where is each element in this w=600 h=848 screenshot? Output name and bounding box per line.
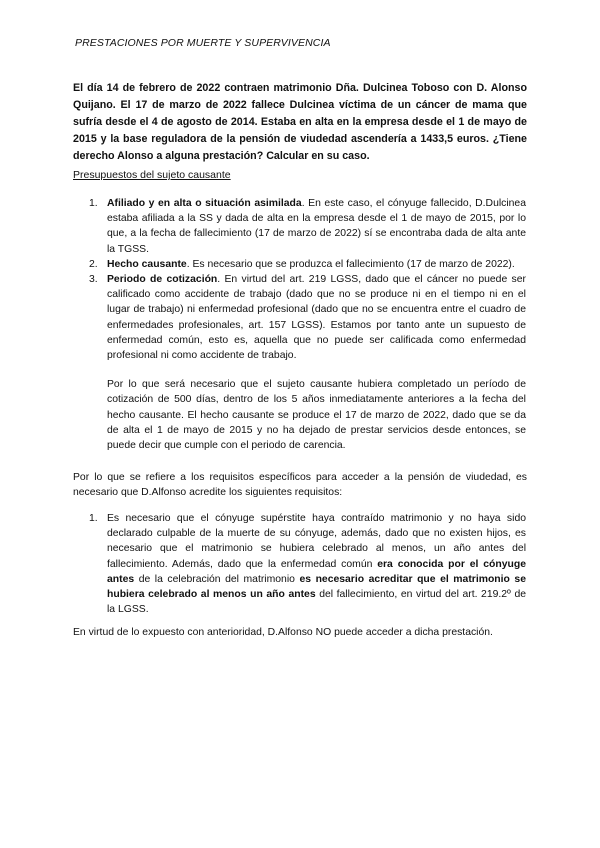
item-text: . En virtud del art. 219 LGSS, dado que el cáncer no puede ser calificado como accidente de trabajo (dado que no se produce ni en el tiempo ni en el lugar de trabajo) ni enfermedad profesional (dado que no se encuentra entre el cuadro de enfermedades profesionales, art. 157 LGSS). Estamos por tanto ante un supuesto de enfermedad común, esto es, aquella que no puede ser calificada como enfermedad profesional ni como accidente de trabajo. bbox=[107, 274, 526, 362]
list-item bbox=[89, 257, 526, 272]
item-text: . Es necesario que se produzca el fallecimiento (17 de marzo de 2022). bbox=[186, 258, 515, 270]
item-text: . En este caso, el cónyuge fallecido, D.Dulcinea estaba afiliada a la SS y dada de alta en la empresa desde el 1 de mayo de 2015, por lo que, a la fecha de fallecimiento (17 de marzo de 2022) sí se encontraba dada de alta ante la TGSS. bbox=[107, 198, 526, 255]
list-number: 1. bbox=[89, 513, 98, 524]
header-title: PRESTACIONES POR MUERTE Y SUPERVIVENCIA bbox=[75, 37, 331, 49]
item-extra-paragraph: Por lo que será necesario que el sujeto causante hubiera completado un período de cotización de 500 días, dentro de los 5 años inmediatamente anteriores a la fecha del hecho causante. El hecho causante se produce el 17 de marzo de 2022, dado que se da de alta el 1 de mayo de 2015 y no ha dejado de prestar servicios desde entonces, se puede decir que cumple con el periodo de carencia. bbox=[107, 379, 526, 452]
list-number: 1. bbox=[89, 198, 98, 209]
item-bold-label: Afiliado y en alta o situación asimilada bbox=[107, 198, 302, 209]
section-heading: Presupuestos del sujeto causante bbox=[73, 169, 231, 181]
conclusion-paragraph: En virtud de lo expuesto con anterioridad, D.Alfonso NO puede acceder a dicha prestación. bbox=[73, 627, 493, 638]
req-text-3: del fallecimiento, en virtud del art. 219.2º de la LGSS. bbox=[107, 589, 526, 616]
req-text-2: de la celebración del matrimonio bbox=[134, 573, 300, 585]
presupuestos-list bbox=[89, 196, 526, 453]
req-text-1: Es necesario que el cónyuge supérstite haya contraído matrimonio y no haya sido declarado culpable de la muerte de su cónyuge, además, dado que no existen hijos, es necesario que el matrimonio se hubiera celebrado al menos, un año antes del fallecimiento. Además, dado que la enfermedad común bbox=[107, 513, 526, 570]
req-bold-2: es necesario acreditar que el matrimonio se hubiera celebrado al menos un año antes bbox=[107, 573, 526, 601]
requisitos-list bbox=[89, 511, 526, 617]
case-statement: El día 14 de febrero de 2022 contraen matrimonio Dña. Dulcinea Toboso con D. Alonso Quijano. El 17 de marzo de 2022 fallece Dulcinea víctima de un cáncer de mama que sufría desde el 4 de agosto de 2014. Estaba en alta en la empresa desde el 1 de mayo de 2015 y la base reguladora de la pensión de viudedad ascendería a 1433,5 euros. ¿Tiene derecho Alonso a alguna prestación? Calcular en su caso. bbox=[73, 82, 527, 163]
list-number: 2. bbox=[89, 258, 98, 270]
list-item bbox=[89, 196, 526, 257]
req-bold-1: era conocida por el cónyuge antes bbox=[107, 558, 526, 585]
item-bold-label: Periodo de cotización bbox=[107, 274, 218, 286]
list-item bbox=[89, 511, 526, 617]
list-item bbox=[89, 272, 526, 453]
list-number: 3. bbox=[89, 274, 98, 286]
item-bold-label: Hecho causante bbox=[107, 258, 187, 270]
transition-paragraph: Por lo que se refiere a los requisitos específicos para acceder a la pensión de viudedad, es necesario que D.Alfonso acredite los siguientes requisitos: bbox=[73, 472, 527, 499]
